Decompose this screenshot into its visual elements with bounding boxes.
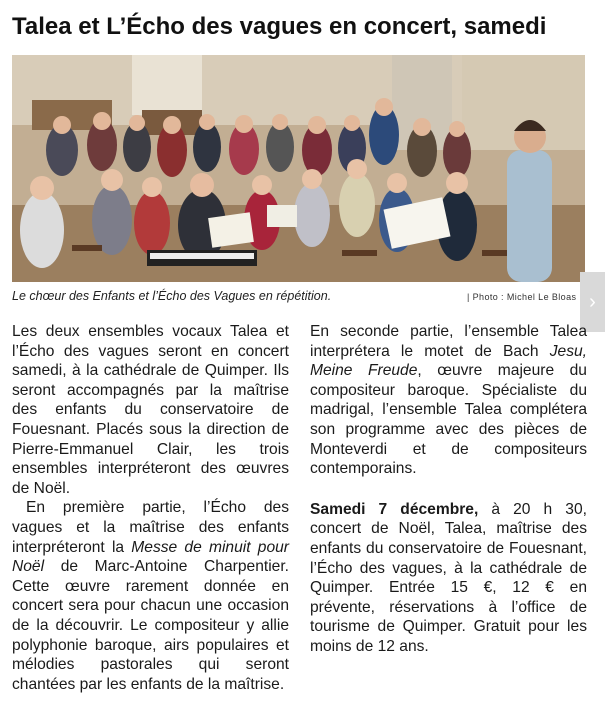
photo-caption: Le chœur des Enfants et l’Écho des Vagues en répétition. — [12, 289, 332, 303]
article-column-left — [12, 322, 289, 694]
photo-credit: | Photo : Michel Le Bloas — [467, 292, 577, 302]
article-headline: Talea et L’Écho des vagues en concert, samedi — [12, 13, 547, 40]
paragraph-practical-info — [310, 500, 587, 657]
practical-info-text: à 20 h 30, concert de Noël, Talea, maîtrise des enfants du conservatoire de Fouesnant, l’Écho des vagues, à la cathédrale de Quimper. Entrée 15 €, 12 € en prévente, réservations à l’office de tourisme de Quimper. Gratuit pour les moins de 12 ans. — [310, 500, 587, 655]
work-title-jesu: Jesu, Meine Freude — [310, 342, 587, 380]
event-date-lead: Samedi 7 décembre, — [310, 500, 479, 518]
paragraph-program-text-c: , œuvre majeure du compositeur baroque. Spécialiste du madrigal, l’ensemble Talea complétera son programme avec des pièces de Monteverdi et de compositeurs contemporains. — [310, 362, 587, 478]
work-title-messe: Messe de minuit pour Noël — [12, 538, 289, 576]
paragraph-program-text-b-continued: En seconde partie, l’ensemble Talea interprétera le motet de Bach — [310, 323, 587, 360]
paragraph-program-continued — [310, 322, 587, 479]
paragraph-program — [12, 498, 289, 694]
paragraph-intro: Les deux ensembles vocaux Talea et l’Écho des vagues seront en concert samedi, à la cathédrale de Quimper. Ils seront accompagnés par la maîtrise des enfants du conservatoire de Fouesnant. Placés sous la direction de Pierre-Emmanuel Clair, les trois ensembles interpréteront des œuvres de Noël. — [12, 323, 289, 497]
article-photo — [12, 55, 585, 282]
paragraph-program-text-a: En première partie, l’Écho des vagues et la maîtrise des enfants interpréteront la — [12, 499, 289, 556]
rehearsal-photo-illustration — [12, 55, 585, 282]
chevron-right-icon: › — [589, 291, 596, 313]
article-column-right — [310, 322, 587, 657]
paragraph-program-text-b: de Marc-Antoine Charpentier. Cette œuvre rarement donnée en concert sera pour chacun une occasion de la découvrir. Le compositeur y allie polyphonie baroque, airs populaires et mélodies pastorales qui seront chantées par les enfants de la maîtrise. — [12, 558, 289, 693]
